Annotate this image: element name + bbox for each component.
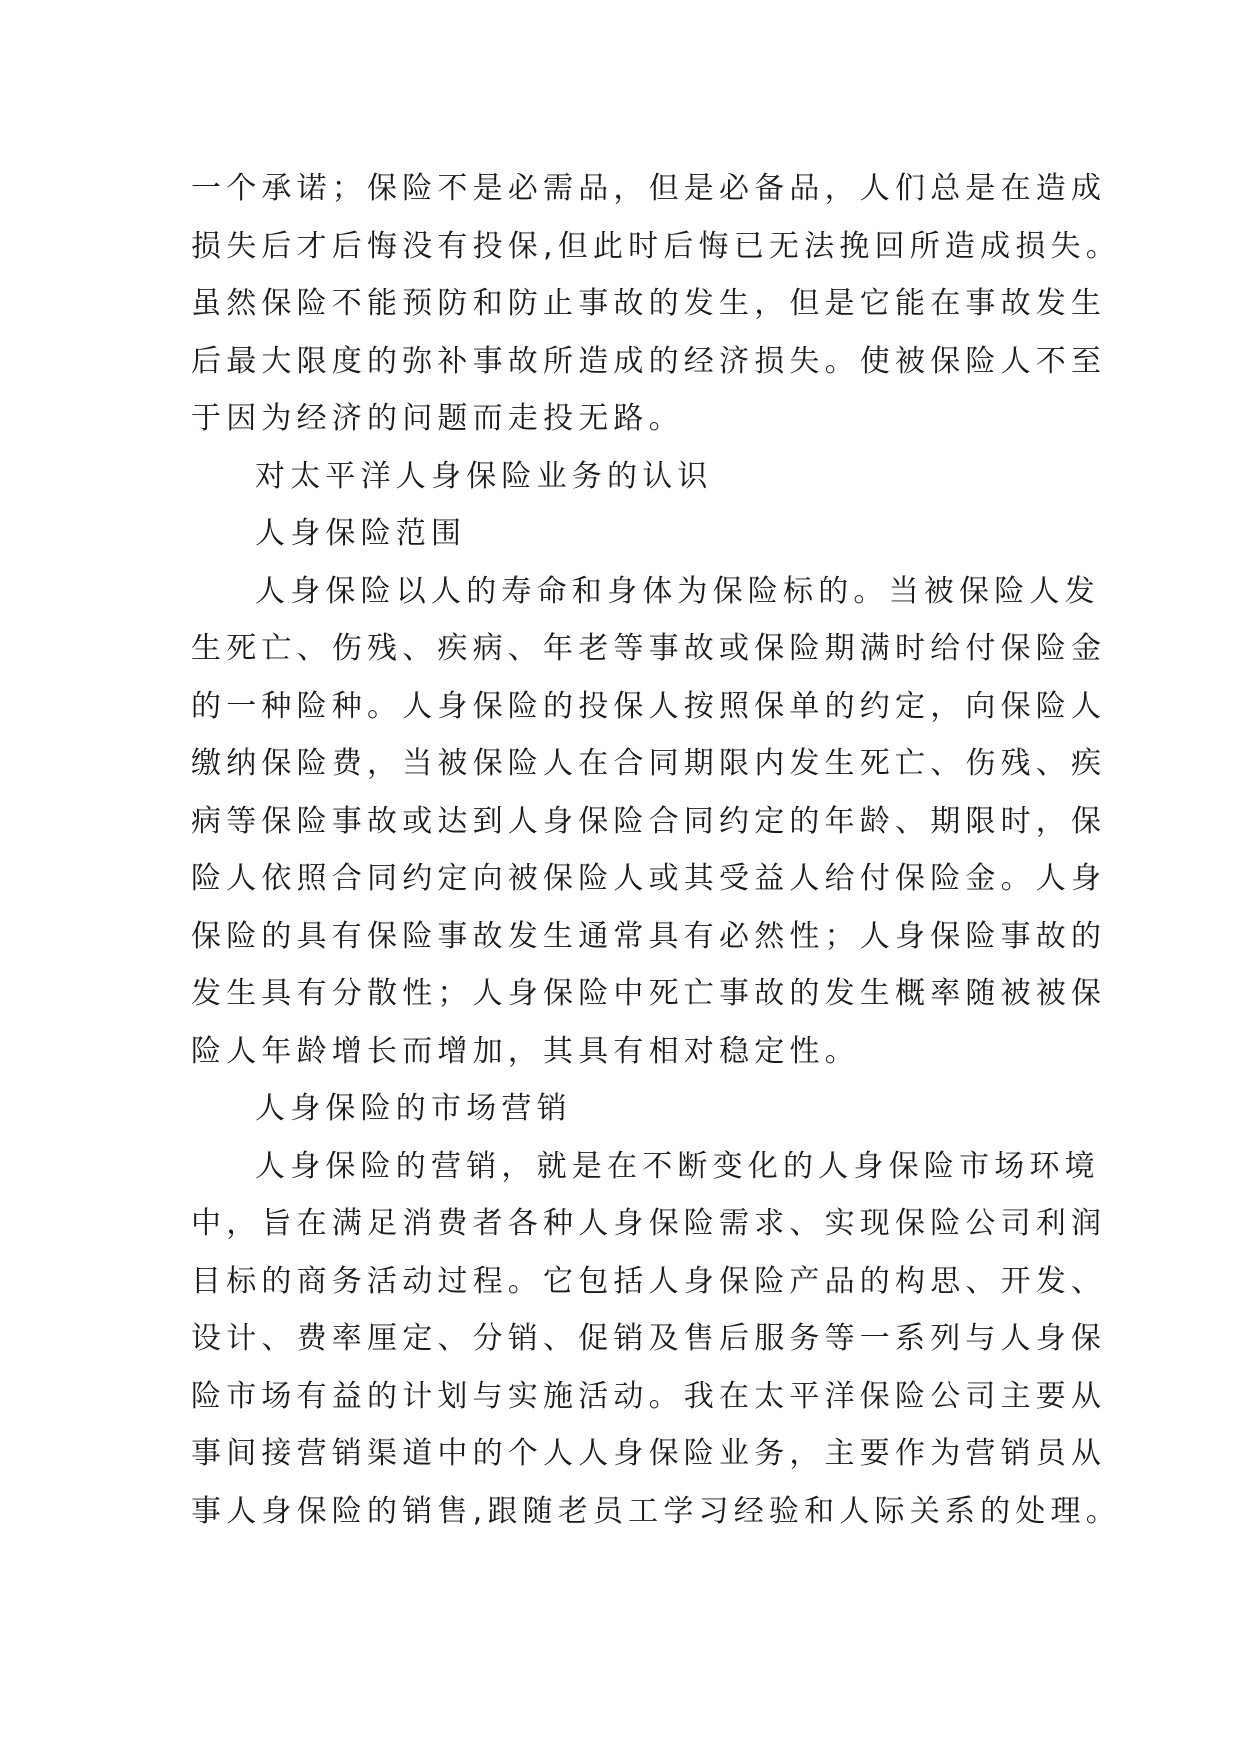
body-text bbox=[191, 160, 1191, 1540]
text-line: 损失后才后悔没有投保,但此时后悔已无法挽回所造成损失。 bbox=[191, 228, 1121, 264]
text-line: 事间接营销渠道中的个人人身保险业务，主要作为营销员从 bbox=[191, 1436, 1107, 1471]
section-heading: 对太平洋人身保险业务的认识 bbox=[255, 458, 713, 494]
text-line: 险人依照合同约定向被保险人或其受益人给付保险金。人身 bbox=[191, 861, 1107, 896]
text-line: 虽然保险不能预防和防止事故的发生，但是它能在事故发生 bbox=[191, 286, 1107, 321]
text-line: 目标的商务活动过程。它包括人身保险产品的构思、开发、 bbox=[191, 1263, 1107, 1299]
text-line: 险人年龄增长而增加，其具有相对稳定性。 bbox=[191, 1033, 860, 1069]
text-line: 中，旨在满足消费者各种人身保险需求、实现保险公司利润 bbox=[191, 1206, 1107, 1241]
text-line: 生死亡、伤残、疾病、年老等事故或保险期满时给付保险金 bbox=[191, 631, 1107, 666]
subsection-heading: 人身保险的市场营销 bbox=[255, 1091, 572, 1126]
text-line: 险市场有益的计划与实施活动。我在太平洋保险公司主要从 bbox=[191, 1378, 1107, 1414]
text-line: 保险的具有保险事故发生通常具有必然性；人身保险事故的 bbox=[191, 918, 1107, 954]
text-line: 缴纳保险费，当被保险人在合同期限内发生死亡、伤残、疾 bbox=[191, 746, 1107, 781]
text-line: 后最大限度的弥补事故所造成的经济损失。使被保险人不至 bbox=[191, 343, 1107, 379]
paragraph-start: 人身保险以人的寿命和身体为保险标的。当被保险人发 bbox=[255, 573, 1100, 609]
text-line: 的一种险种。人身保险的投保人按照保单的约定，向保险人 bbox=[191, 688, 1107, 724]
text-line: 发生具有分散性；人身保险中死亡事故的发生概率随被被保 bbox=[191, 976, 1107, 1011]
subsection-heading: 人身保险范围 bbox=[255, 516, 467, 551]
text-line: 于因为经济的问题而走投无路。 bbox=[191, 401, 684, 436]
text-line: 设计、费率厘定、分销、促销及售后服务等一系列与人身保 bbox=[191, 1321, 1107, 1356]
text-line: 病等保险事故或达到人身保险合同约定的年龄、期限时，保 bbox=[191, 803, 1107, 839]
text-line: 事人身保险的销售,跟随老员工学习经验和人际关系的处理。 bbox=[191, 1493, 1121, 1529]
text-line: 一个承诺；保险不是必需品，但是必备品，人们总是在造成 bbox=[191, 171, 1107, 206]
paragraph-start: 人身保险的营销，就是在不断变化的人身保险市场环境 bbox=[255, 1148, 1100, 1184]
